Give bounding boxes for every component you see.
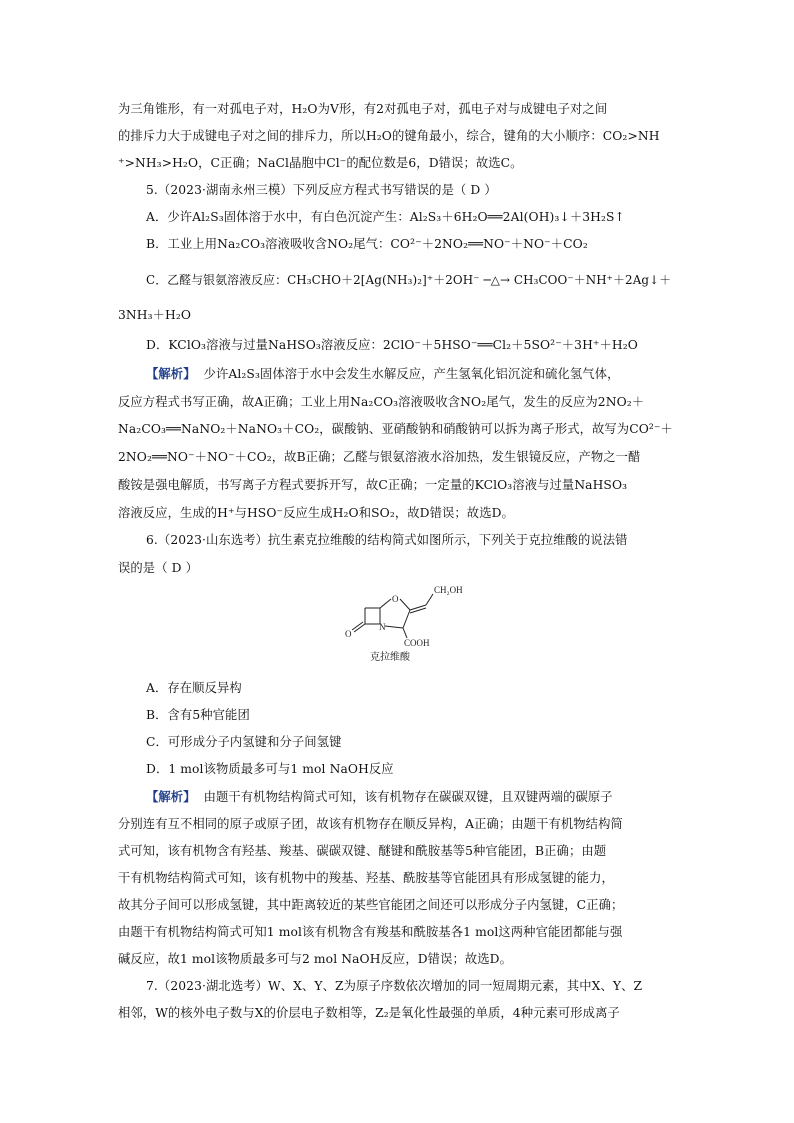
text-line: 由题干有机物结构简式可知1 mol该有机物含有羧基和酰胺基各1 mol这两种官能团都能与强 <box>118 925 623 939</box>
text-line: ⁺>NH₃>H₂O，C正确；NaCl晶胞中Cl⁻的配位数是6，D错误；故选C。 <box>118 156 523 170</box>
text-line: Na₂CO₃══NaNO₂＋NaNO₃＋CO₂，碳酸钠、亚硝酸钠和硝酸钠可以拆为离子形式，故写为CO²⁻＋ <box>118 422 673 436</box>
text-line: 故其分子间可以形成氢键，其中距离较近的某些官能团之间还可以形成分子内氢键，C正确； <box>118 898 624 912</box>
option-a: A．存在顺反异构 <box>146 681 242 695</box>
text-line: 相邻，W的核外电子数与X的价层电子数相等，Z₂是氧化性最强的单质，4种元素可形成离子 <box>118 1006 620 1020</box>
text-line: 2NO₂══NO⁻＋NO⁻＋CO₂，故B正确；乙醛与银氨溶液水浴加热，发生银镜反应，产物之一醋 <box>118 450 641 464</box>
question-7-stem: 7.（2023·湖北选考）W、X、Y、Z为原子序数依次增加的同一短周期元素，其中X、Y、Z <box>146 979 643 993</box>
structure-label: CH₂OH <box>434 585 463 595</box>
analysis-line <box>146 789 678 805</box>
structure-label: N <box>379 622 386 632</box>
text-line: 为三角锥形，有一对孤电子对，H₂O为V形，有2对孤电子对，孤电子对与成键电子对之间 <box>118 102 608 116</box>
text-line: 的排斥力大于成键电子对之间的排斥力，所以H₂O的键角最小，综合，键角的大小顺序：CO₂>NH <box>118 129 660 143</box>
analysis-label: 【解析】 <box>146 366 196 381</box>
question-5-stem: 5.（2023·湖南永州三模）下列反应方程式书写错误的是（ D ） <box>146 183 497 197</box>
option-d: D．1 mol该物质最多可与1 mol NaOH反应 <box>146 762 394 776</box>
structure-label: COOH <box>404 638 430 648</box>
text-line: 酸铵是强电解质，书写离子方程式要拆开写，故C正确；一定量的KClO₃溶液与过量NaHSO₃ <box>118 478 628 492</box>
question-6-stem: 6.（2023·山东选考）抗生素克拉维酸的结构简式如图所示，下列关于克拉维酸的说法错 <box>146 533 628 547</box>
option-d: D．KClO₃溶液与过量NaHSO₃溶液反应：2ClO⁻＋5HSO⁻══Cl₂＋5SO²⁻＋3H⁺＋H₂O <box>146 338 638 352</box>
option-c: C．可形成分子内氢键和分子间氢键 <box>146 735 342 749</box>
option-b: B．工业上用Na₂CO₃溶液吸收含NO₂尾气：CO²⁻＋2NO₂══NO⁻＋NO⁻＋CO₂ <box>146 237 588 251</box>
analysis-text: 少许Al₂S₃固体溶于水中会发生水解反应，产生氢氧化铝沉淀和硫化氢气体， <box>203 367 620 381</box>
structure-label: O <box>392 594 399 604</box>
text-line: 溶液反应，生成的H⁺与HSO⁻反应生成H₂O和SO₂，故D错误；故选D。 <box>118 506 514 520</box>
text-line: 碱反应，故1 mol该物质最多可与2 mol NaOH反应，D错误；故选D。 <box>118 952 513 966</box>
text-line: 反应方程式书写正确，故A正确；工业上用Na₂CO₃溶液吸收含NO₂尾气，发生的反应为2NO₂＋ <box>118 395 645 409</box>
analysis-line <box>146 366 678 382</box>
option-b: B．含有5种官能团 <box>146 708 250 722</box>
text-line: 干有机物结构简式可知，该有机物中的羧基、羟基、酰胺基等官能团具有形成氢键的能力， <box>118 871 614 885</box>
analysis-text: 由题干有机物结构简式可知，该有机物存在碳碳双键，且双键两端的碳原子 <box>203 790 613 804</box>
option-c: C．乙醛与银氨溶液反应：CH₃CHO＋2[Ag(NH₃)₂]⁺＋2OH⁻ ─△→ CH₃COO⁻＋NH⁺＋2Ag↓＋ <box>146 273 672 287</box>
option-a: A．少许Al₂S₃固体溶于水中，有白色沉淀产生：Al₂S₃＋6H₂O══2Al(OH)₃↓＋3H₂S↑ <box>146 210 625 224</box>
text-line: 3NH₃＋H₂O <box>118 308 192 322</box>
figure-caption: 克拉维酸 <box>370 652 410 663</box>
structure-label: O <box>345 629 352 639</box>
text-line: 分别连有互不相同的原子或原子团，故该有机物存在顺反异构，A正确；由题干有机物结构简 <box>118 817 623 831</box>
text-line: 误的是（ D ） <box>118 561 198 575</box>
text-line: 式可知，该有机物含有羟基、羧基、碳碳双键、醚键和酰胺基等5种官能团，B正确；由题 <box>118 844 607 858</box>
analysis-label: 【解析】 <box>146 789 196 804</box>
